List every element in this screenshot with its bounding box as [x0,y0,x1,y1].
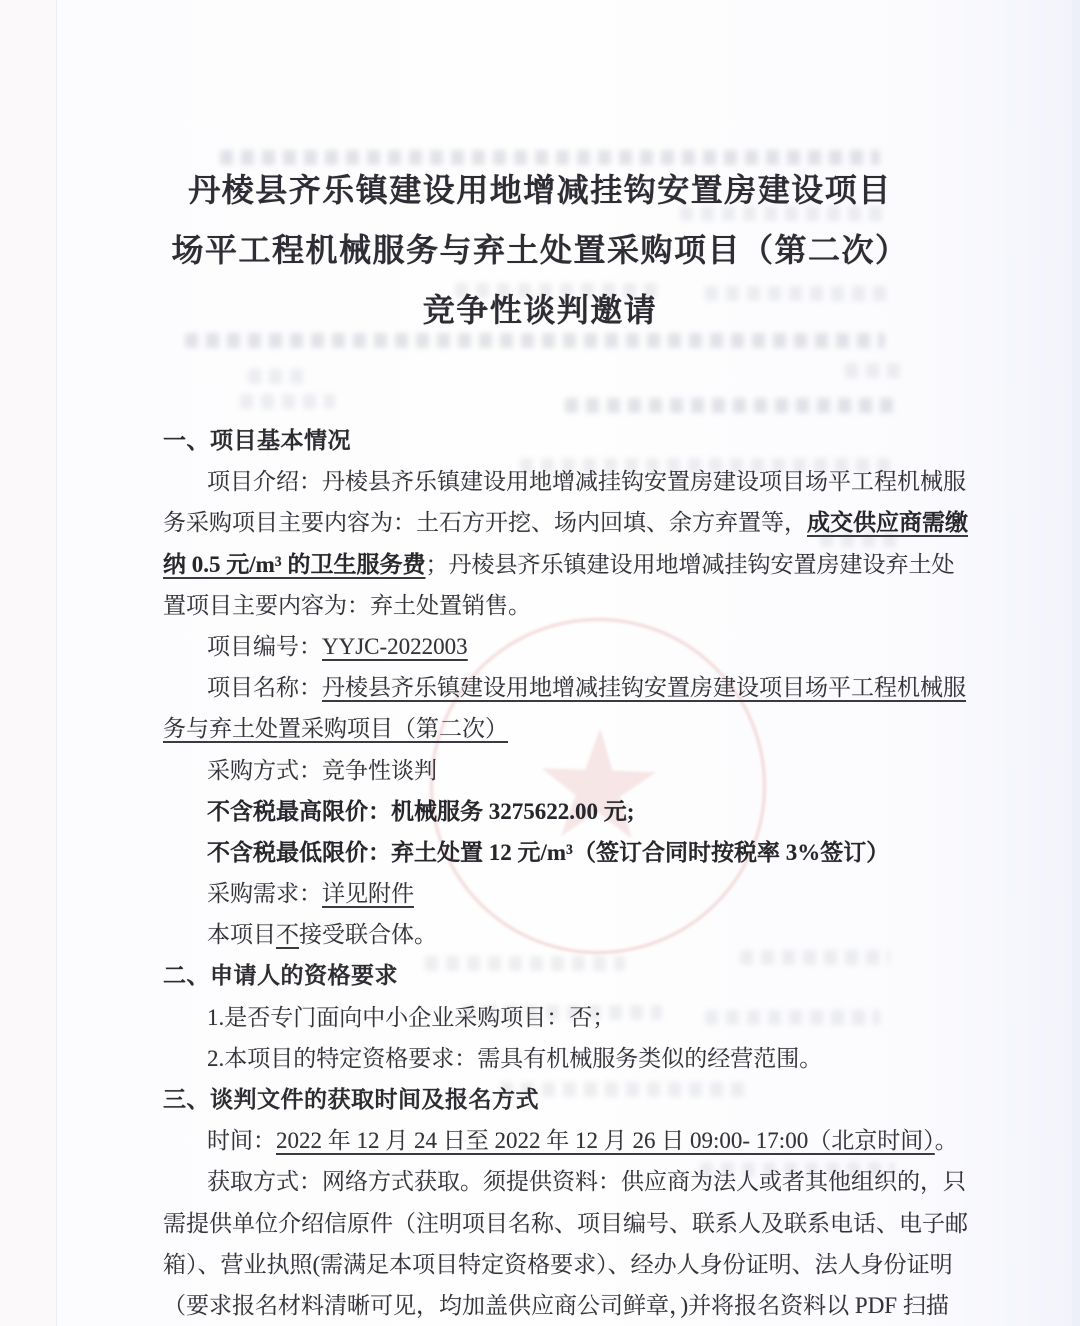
bleedthrough-ghost [240,394,335,409]
text-line: 1.是否专门面向中小企业采购项目：否； [207,1004,616,1030]
title-line: 场平工程机械服务与弃土处置采购项目（第二次） [171,232,909,268]
text-line: 本项目不接受联合体。 [207,922,437,948]
bleedthrough-ghost [565,398,895,413]
text-line: （要求报名材料清晰可见，均加盖供应商公司鲜章，)并将报名资料以 PDF 扫描 [163,1292,949,1318]
section-heading: 二、申请人的资格要求 [163,962,398,989]
title-line: 丹棱县齐乐镇建设用地增减挂钩安置房建设项目 [188,172,892,208]
text-line: 采购需求：详见附件 [207,881,414,907]
text-line: 2.本项目的特定资格要求：需具有机械服务类似的经营范围。 [207,1045,823,1071]
star-icon: ★ [527,696,669,876]
bleedthrough-ghost [845,363,905,378]
document-title [90,160,990,340]
text-line: 项目介绍：丹棱县齐乐镇建设用地增减挂钩安置房建设项目场平工程机械服 [207,469,966,495]
text-line: 不含税最高限价：机械服务 3275622.00 元; [207,798,635,824]
text-line: 获取方式：网络方式获取。须提供资料：供应商为法人或者其他组织的，只 [207,1169,966,1195]
text-line: 时间：2022 年 12 月 24 日至 2022 年 12 月 26 日 09:00- 17:00（北京时间）。 [207,1128,958,1154]
page-left-edge [0,0,57,1326]
section-heading: 一、项目基本情况 [163,427,351,453]
text-line: 需提供单位介绍信原件（注明项目名称、项目编号、联系人及联系电话、电子邮 [163,1210,968,1236]
text-line: 置项目主要内容为：弃土处置销售。 [163,592,531,618]
bleedthrough-ghost [248,369,310,384]
text-line: 纳 0.5 元/m³ 的卫生服务费；丹棱县齐乐镇建设用地增减挂钩安置房建设弃土处 [163,551,955,577]
title-line: 竞争性谈判邀请 [422,292,658,328]
text-line: 务与弃土处置采购项目（第二次） [163,716,508,742]
text-line: 采购方式：竞争性谈判 [207,757,437,783]
document-body [163,420,968,1326]
text-line: 务采购项目主要内容为：土石方开挖、场内回填、余方弃置等，成交供应商需缴 [163,510,968,536]
section-heading: 三、谈判文件的获取时间及报名方式 [163,1086,539,1112]
text-line: 箱）、营业执照(需满足本项目特定资格要求）、经办人身份证明、法人身份证明 [163,1251,953,1277]
page-right-edge [1072,0,1080,1326]
text-line: 不含税最低限价：弃土处置 12 元/m³（签订合同时按税率 3%签订） [207,839,890,865]
text-line: 项目名称：丹棱县齐乐镇建设用地增减挂钩安置房建设项目场平工程机械服 [207,675,966,701]
text-line: 项目编号：YYJC-2022003 [207,633,468,659]
